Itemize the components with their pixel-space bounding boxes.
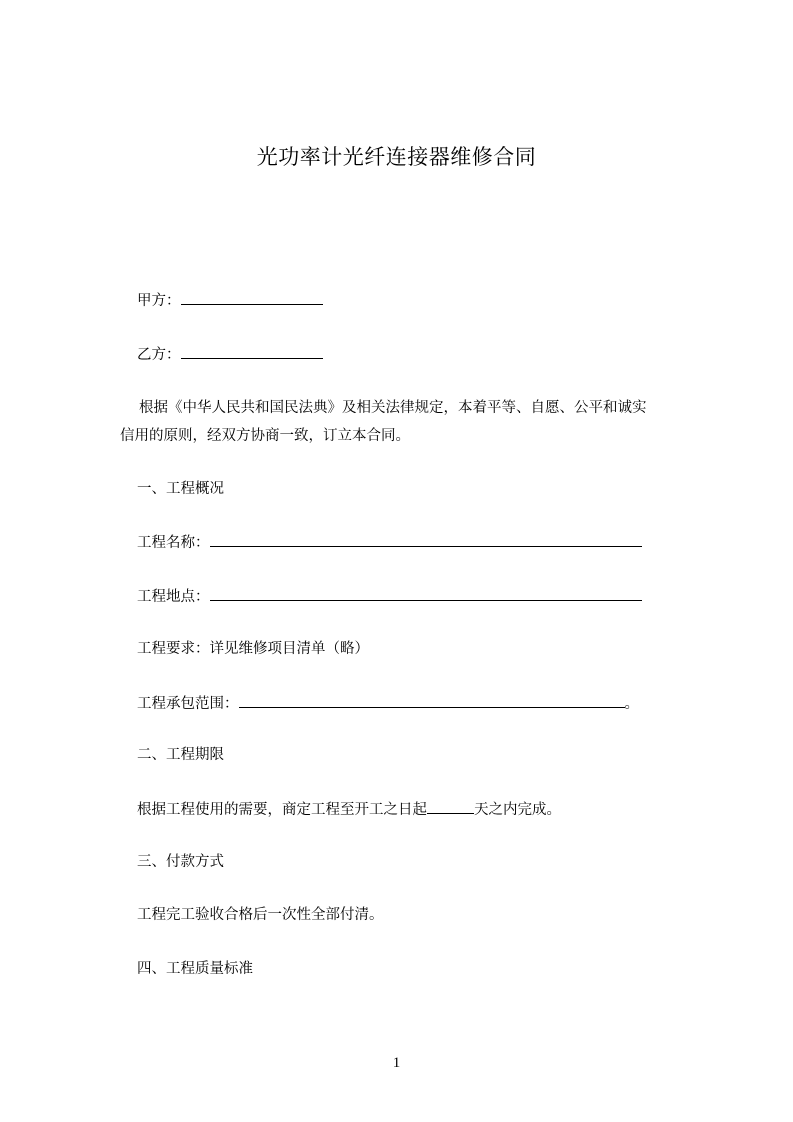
section-2-heading: 二、工程期限 <box>137 747 224 763</box>
party-a-line <box>137 289 323 312</box>
section-4-heading: 四、工程质量标准 <box>137 961 253 977</box>
payment-text: 工程完工验收合格后一次性全部付清。 <box>137 907 384 923</box>
intro-line-1: 根据《中华人民共和国民法典》及相关法律规定，本着平等、自愿、公平和诚实 <box>139 400 647 416</box>
party-a-label: 甲方： <box>137 293 181 309</box>
project-requirements: 工程要求：详见维修项目清单（略） <box>137 641 369 657</box>
term-text-before: 根据工程使用的需要，商定工程至开工之日起 <box>137 802 427 818</box>
party-b-line <box>137 343 323 366</box>
project-scope-blank <box>239 692 625 708</box>
project-scope-label: 工程承包范围： <box>137 696 239 712</box>
intro-line-2: 信用的原则，经双方协商一致，订立本合同。 <box>120 428 410 444</box>
project-name-label: 工程名称： <box>137 535 210 551</box>
party-b-blank <box>181 343 323 359</box>
project-scope-line <box>137 692 639 715</box>
section-3-heading: 三、付款方式 <box>137 854 224 870</box>
page-number: 1 <box>392 1055 401 1071</box>
document-title: 光功率计光纤连接器维修合同 <box>256 145 537 169</box>
section-1-heading: 一、工程概况 <box>137 481 224 497</box>
party-b-label: 乙方： <box>137 347 181 363</box>
project-name-line <box>137 531 642 554</box>
term-days-blank <box>427 798 474 814</box>
term-text-after: 天之内完成。 <box>474 802 561 818</box>
project-location-blank <box>210 585 642 601</box>
party-a-blank <box>181 289 323 305</box>
project-name-blank <box>210 531 642 547</box>
term-line <box>137 798 561 821</box>
project-scope-end: 。 <box>624 696 639 712</box>
project-location-line <box>137 585 642 608</box>
project-location-label: 工程地点： <box>137 589 210 605</box>
